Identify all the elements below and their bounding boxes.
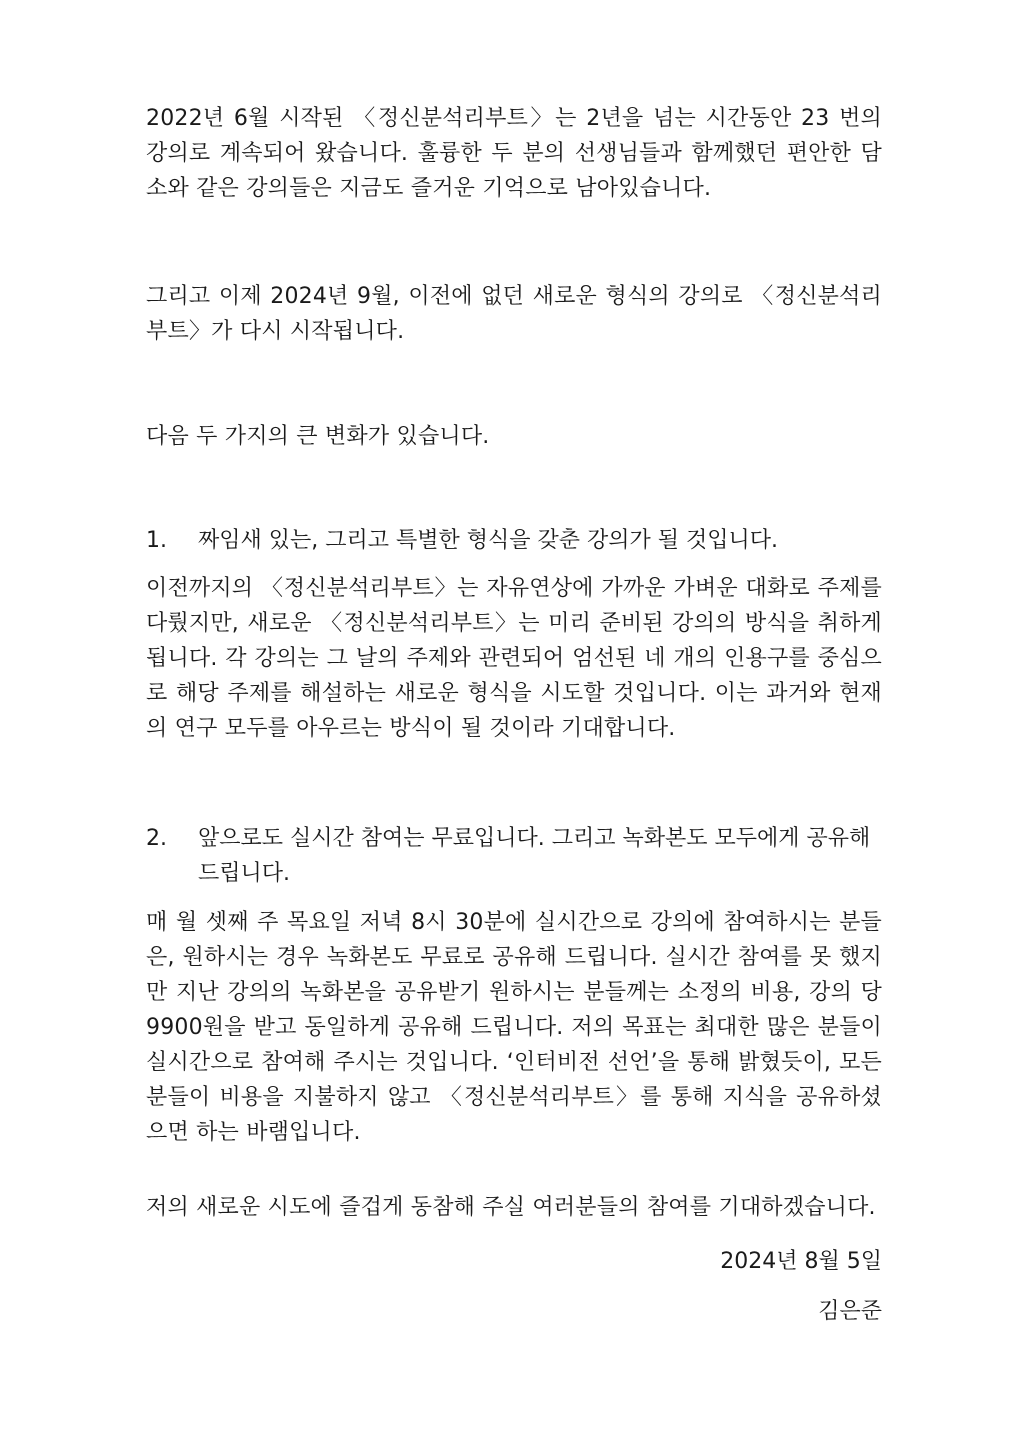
change-2-number: 2. xyxy=(146,826,167,851)
change-1-number: 1. xyxy=(146,528,167,553)
changes-intro-paragraph: 다음 두 가지의 큰 변화가 있습니다. xyxy=(146,424,490,449)
intro-paragraph: 2022년 6월 시작된 〈정신분석리부트〉는 2년을 넘는 시간동안 23 번의 강의로 계속되어 왔습니다. 훌륭한 두 분의 선생님들과 함께했던 편안한 담소와 같은 강의들은 지금도 즐거운 기억으로 남아있습니다. xyxy=(146,106,882,201)
change-2-heading xyxy=(146,821,882,891)
change-1-heading xyxy=(146,523,882,558)
announcement-paragraph: 그리고 이제 2024년 9월, 이전에 없던 새로운 형식의 강의로 〈정신분석리부트〉가 다시 시작됩니다. xyxy=(146,284,882,344)
change-2-heading-text: 앞으로도 실시간 참여는 무료입니다. 그리고 녹화본도 모두에게 공유해 드립니다. xyxy=(198,826,871,886)
letter-date: 2024년 8월 5일 xyxy=(720,1249,882,1274)
change-1-heading-text: 짜임새 있는, 그리고 특별한 형식을 갖춘 강의가 될 것입니다. xyxy=(198,528,778,553)
closing-paragraph: 저의 새로운 시도에 즐겁게 동참해 주실 여러분들의 참여를 기대하겠습니다. xyxy=(146,1195,876,1220)
change-1-body: 이전까지의 〈정신분석리부트〉는 자유연상에 가까운 가벼운 대화로 주제를 다뤘지만, 새로운 〈정신분석리부트〉는 미리 준비된 강의의 방식을 취하게 됩니다. 각 강의는 그 날의 주제와 관련되어 엄선된 네 개의 인용구를 중심으로 해당 주제를 해설하는 새로운 형식을 시도할 것입니다. 이는 과거와 현재의 연구 모두를 아우르는 방식이 될 것이라 기대합니다. xyxy=(146,576,882,741)
author-signature: 김은준 xyxy=(818,1299,882,1324)
change-2-body: 매 월 셋째 주 목요일 저녁 8시 30분에 실시간으로 강의에 참여하시는 분들은, 원하시는 경우 녹화본도 무료로 공유해 드립니다. 실시간 참여를 못 했지만 지난 강의의 녹화본을 공유받기 원하시는 분들께는 소정의 비용, 강의 당 9900원을 받고 동일하게 공유해 드립니다. 저의 목표는 최대한 많은 분들이 실시간으로 참여해 주시는 것입니다. ‘인터비전 선언’을 통해 밝혔듯이, 모든 분들이 비용을 지불하지 않고 〈정신분석리부트〉를 통해 지식을 공유하셨으면 하는 바램입니다. xyxy=(146,910,882,1145)
